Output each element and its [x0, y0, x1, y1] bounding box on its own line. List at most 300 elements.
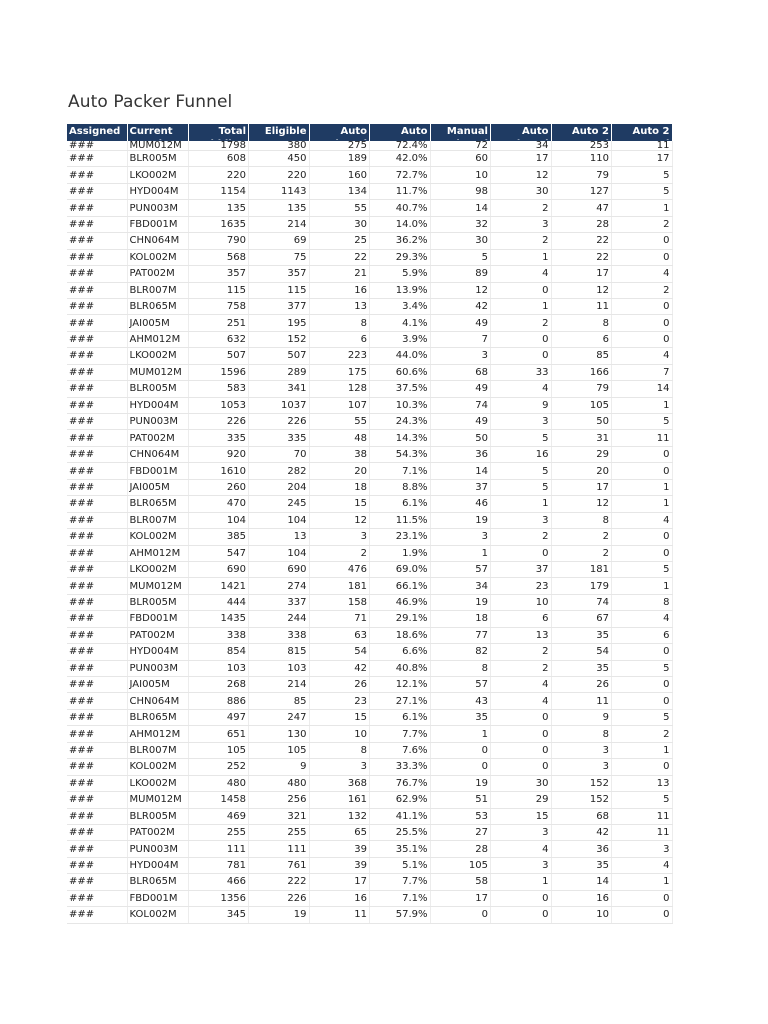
table-cell: 226	[249, 890, 310, 906]
table-cell: 130	[249, 726, 310, 742]
table-row	[67, 496, 672, 512]
table-cell: 10	[551, 907, 612, 923]
table-cell: 368	[309, 775, 370, 791]
table-cell: 0	[491, 709, 552, 725]
table-cell: 74	[551, 594, 612, 610]
table-cell: 3	[430, 529, 491, 545]
table-cell: 36	[551, 841, 612, 857]
column-header[interactable]	[551, 124, 612, 141]
table-cell: 1	[430, 545, 491, 561]
table-cell: 40.8%	[370, 660, 431, 676]
column-header[interactable]	[67, 124, 127, 141]
table-cell: 8	[430, 660, 491, 676]
table-cell: 105	[188, 742, 249, 758]
table-cell: ###	[67, 348, 127, 364]
table-cell: FBD001M	[127, 463, 188, 479]
table-cell: 134	[309, 183, 370, 199]
column-header[interactable]	[491, 124, 552, 141]
table-cell: ###	[67, 479, 127, 495]
table-cell: ###	[67, 792, 127, 808]
table-cell: 50	[430, 430, 491, 446]
table-cell: 385	[188, 529, 249, 545]
table-cell: 28	[551, 216, 612, 232]
table-row	[67, 644, 672, 660]
table-cell: 31	[551, 430, 612, 446]
column-header[interactable]	[430, 124, 491, 141]
table-cell: 104	[249, 545, 310, 561]
table-cell: 214	[249, 677, 310, 693]
table-cell: 8	[551, 726, 612, 742]
table-cell: 23.1%	[370, 529, 431, 545]
table-cell: 26	[551, 677, 612, 693]
table-cell: ###	[67, 545, 127, 561]
table-cell: 26	[309, 677, 370, 693]
table-cell: 3	[612, 841, 673, 857]
table-cell: 4	[612, 611, 673, 627]
table-cell: 23	[309, 693, 370, 709]
table-cell: 7	[612, 364, 673, 380]
table-cell: 8	[551, 512, 612, 528]
table-cell: ###	[67, 200, 127, 216]
table-cell: 3	[551, 742, 612, 758]
table-cell: KOL002M	[127, 907, 188, 923]
table-cell: 9	[249, 759, 310, 775]
column-header[interactable]	[612, 124, 673, 141]
funnel-table	[67, 124, 673, 924]
table-cell: 335	[188, 430, 249, 446]
table-cell: 3	[491, 414, 552, 430]
table-cell: 220	[249, 167, 310, 183]
table-cell: PAT002M	[127, 627, 188, 643]
table-cell: 103	[188, 660, 249, 676]
table-cell: 11	[612, 824, 673, 840]
table-cell: 18.6%	[370, 627, 431, 643]
table-cell: 30	[430, 233, 491, 249]
table-cell: 77	[430, 627, 491, 643]
table-cell: 105	[551, 397, 612, 413]
table-cell: 480	[249, 775, 310, 791]
table-cell: 1154	[188, 183, 249, 199]
table-cell: 1356	[188, 890, 249, 906]
table-row	[67, 693, 672, 709]
table-cell: 1	[491, 298, 552, 314]
table-cell: 36.2%	[370, 233, 431, 249]
table-cell: 7.6%	[370, 742, 431, 758]
table-cell: 35	[551, 660, 612, 676]
table-cell: 115	[188, 282, 249, 298]
table-cell: 0	[612, 233, 673, 249]
table-cell: 226	[188, 414, 249, 430]
table-cell: 251	[188, 315, 249, 331]
table-cell: MUM012M	[127, 141, 188, 151]
table-cell: 39	[309, 841, 370, 857]
table-cell: 1	[491, 874, 552, 890]
table-cell: 34	[491, 141, 552, 151]
table-cell: 223	[309, 348, 370, 364]
table-cell: ###	[67, 364, 127, 380]
column-header[interactable]	[127, 124, 188, 141]
table-cell: 48	[309, 430, 370, 446]
table-cell: 35	[551, 857, 612, 873]
table-cell: 42	[551, 824, 612, 840]
table-cell: 13	[309, 298, 370, 314]
table-cell: 55	[309, 200, 370, 216]
table-cell: ###	[67, 742, 127, 758]
table-cell: 335	[249, 430, 310, 446]
table-cell: 13	[249, 529, 310, 545]
table-cell: 19	[430, 512, 491, 528]
column-header-label: Eligible	[264, 126, 307, 137]
table-cell: 0	[612, 249, 673, 265]
table-cell: 2	[612, 726, 673, 742]
table-cell: 135	[188, 200, 249, 216]
table-cell: MUM012M	[127, 792, 188, 808]
table-cell: ###	[67, 775, 127, 791]
table-cell: 0	[491, 282, 552, 298]
table-cell: ###	[67, 463, 127, 479]
table-cell: 35.1%	[370, 841, 431, 857]
table-cell: 5	[430, 249, 491, 265]
table-cell: 0	[612, 446, 673, 462]
table-cell: 19	[430, 775, 491, 791]
table-cell: 1	[612, 200, 673, 216]
table-cell: 3	[491, 824, 552, 840]
table-cell: 42	[309, 660, 370, 676]
table-cell: 57.9%	[370, 907, 431, 923]
table-row	[67, 479, 672, 495]
table-cell: ###	[67, 216, 127, 232]
table-cell: 29.3%	[370, 249, 431, 265]
table-cell: 30	[491, 775, 552, 791]
table-cell: 69.0%	[370, 561, 431, 577]
table-cell: 51	[430, 792, 491, 808]
column-header[interactable]	[309, 124, 370, 141]
table-row	[67, 874, 672, 890]
table-cell: PUN003M	[127, 200, 188, 216]
table-cell: JAI005M	[127, 315, 188, 331]
table-cell: 4.1%	[370, 315, 431, 331]
table-cell: 781	[188, 857, 249, 873]
table-cell: 11	[551, 693, 612, 709]
table-cell: 338	[249, 627, 310, 643]
table-cell: 43	[430, 693, 491, 709]
table-row	[67, 167, 672, 183]
table-row	[67, 446, 672, 462]
table-cell: ###	[67, 824, 127, 840]
table-cell: 761	[249, 857, 310, 873]
table-row	[67, 857, 672, 873]
table-cell: 5	[612, 660, 673, 676]
table-cell: 854	[188, 644, 249, 660]
table-cell: 204	[249, 479, 310, 495]
table-cell: 111	[249, 841, 310, 857]
table-cell: 0	[612, 907, 673, 923]
table-cell: ###	[67, 693, 127, 709]
table-cell: 28	[430, 841, 491, 857]
table-cell: 71	[309, 611, 370, 627]
table-cell: PUN003M	[127, 660, 188, 676]
table-cell: 2	[491, 660, 552, 676]
table-cell: 132	[309, 808, 370, 824]
table-cell: 345	[188, 907, 249, 923]
column-header[interactable]	[370, 124, 431, 141]
table-cell: ###	[67, 446, 127, 462]
table-cell: 13	[612, 775, 673, 791]
table-cell: ###	[67, 709, 127, 725]
table-cell: 357	[188, 266, 249, 282]
table-cell: ###	[67, 890, 127, 906]
table-cell: 1421	[188, 578, 249, 594]
table-cell: 29.1%	[370, 611, 431, 627]
table-cell: 30	[309, 216, 370, 232]
table-cell: ###	[67, 874, 127, 890]
table-cell: 0	[491, 890, 552, 906]
table-row	[67, 709, 672, 725]
table-cell: 103	[249, 660, 310, 676]
table-cell: 16	[491, 446, 552, 462]
table-cell: ###	[67, 759, 127, 775]
table-cell: AHM012M	[127, 545, 188, 561]
table-cell: 19	[430, 594, 491, 610]
table-cell: 3	[309, 529, 370, 545]
table-cell: MUM012M	[127, 578, 188, 594]
table-cell: 37	[491, 561, 552, 577]
table-cell: 469	[188, 808, 249, 824]
table-cell: 6	[551, 331, 612, 347]
column-header[interactable]	[188, 124, 249, 141]
table-cell: 0	[612, 890, 673, 906]
table-cell: ###	[67, 512, 127, 528]
table-cell: 16	[309, 890, 370, 906]
table-cell: LKO002M	[127, 561, 188, 577]
table-cell: 42.0%	[370, 151, 431, 167]
table-cell: 6	[612, 627, 673, 643]
table-cell: JAI005M	[127, 479, 188, 495]
table-cell: PUN003M	[127, 841, 188, 857]
table-cell: 11	[612, 808, 673, 824]
table-cell: 0	[491, 742, 552, 758]
table-cell: 3	[551, 759, 612, 775]
table-cell: AHM012M	[127, 726, 188, 742]
table-cell: 0	[612, 298, 673, 314]
table-cell: BLR005M	[127, 151, 188, 167]
table-cell: 3	[491, 857, 552, 873]
table-cell: 110	[551, 151, 612, 167]
table-cell: 42	[430, 298, 491, 314]
table-cell: 22	[309, 249, 370, 265]
table-cell: ###	[67, 381, 127, 397]
table-cell: 5	[612, 167, 673, 183]
table-cell: 0	[612, 644, 673, 660]
table-cell: 98	[430, 183, 491, 199]
table-cell: 13	[491, 627, 552, 643]
table-cell: 252	[188, 759, 249, 775]
table-cell: ###	[67, 644, 127, 660]
table-cell: 1635	[188, 216, 249, 232]
table-cell: 11	[551, 298, 612, 314]
table-cell: 135	[249, 200, 310, 216]
table-cell: 55	[309, 414, 370, 430]
table-cell: LKO002M	[127, 348, 188, 364]
table-cell: 5	[612, 709, 673, 725]
table-cell: BLR007M	[127, 742, 188, 758]
table-cell: 274	[249, 578, 310, 594]
table-cell: 758	[188, 298, 249, 314]
table-cell: HYD004M	[127, 857, 188, 873]
table-cell: ###	[67, 841, 127, 857]
table-cell: 12.1%	[370, 677, 431, 693]
table-cell: ###	[67, 496, 127, 512]
table-row	[67, 233, 672, 249]
table-row	[67, 430, 672, 446]
table-row	[67, 512, 672, 528]
table-cell: 17	[309, 874, 370, 890]
table-cell: 105	[430, 857, 491, 873]
table-cell: PUN003M	[127, 414, 188, 430]
table-cell: 15	[491, 808, 552, 824]
table-cell: 54	[551, 644, 612, 660]
table-cell: 1	[612, 397, 673, 413]
table-cell: 8	[612, 594, 673, 610]
table-cell: 690	[188, 561, 249, 577]
table-body	[67, 141, 672, 923]
table-cell: 3	[430, 348, 491, 364]
table-cell: 0	[491, 759, 552, 775]
table-cell: 181	[309, 578, 370, 594]
table-cell: 127	[551, 183, 612, 199]
table-cell: 321	[249, 808, 310, 824]
table-cell: 15	[309, 496, 370, 512]
table-cell: 89	[430, 266, 491, 282]
table-cell: 3	[309, 759, 370, 775]
table-header	[67, 124, 672, 141]
column-header[interactable]	[249, 124, 310, 141]
table-cell: 58	[430, 874, 491, 890]
table-cell: 1458	[188, 792, 249, 808]
table-cell: 41.1%	[370, 808, 431, 824]
table-cell: 30	[491, 183, 552, 199]
table-cell: 17	[430, 890, 491, 906]
table-cell: 690	[249, 561, 310, 577]
table-cell: PAT002M	[127, 266, 188, 282]
table-cell: 189	[309, 151, 370, 167]
table-cell: 7.1%	[370, 463, 431, 479]
table-cell: 4	[612, 266, 673, 282]
table-cell: 7	[430, 331, 491, 347]
table-row	[67, 890, 672, 906]
table-cell: 10	[309, 726, 370, 742]
table-cell: BLR065M	[127, 874, 188, 890]
table-cell: JAI005M	[127, 677, 188, 693]
table-cell: 1	[612, 874, 673, 890]
table-cell: ###	[67, 249, 127, 265]
table-cell: 2	[491, 200, 552, 216]
table-cell: LKO002M	[127, 775, 188, 791]
table-cell: 33	[491, 364, 552, 380]
table-cell: 444	[188, 594, 249, 610]
table-cell: 46.9%	[370, 594, 431, 610]
table-cell: 255	[188, 824, 249, 840]
table-cell: BLR007M	[127, 512, 188, 528]
table-row	[67, 397, 672, 413]
table-cell: 22	[551, 249, 612, 265]
table-cell: 15	[309, 709, 370, 725]
table-cell: 497	[188, 709, 249, 725]
table-cell: ###	[67, 660, 127, 676]
table-cell: 1	[491, 496, 552, 512]
table-cell: 341	[249, 381, 310, 397]
table-cell: 4	[491, 841, 552, 857]
table-cell: 12	[551, 282, 612, 298]
table-cell: 380	[249, 141, 310, 151]
table-cell: 20	[309, 463, 370, 479]
table-cell: 1	[612, 578, 673, 594]
table-cell: 11.7%	[370, 183, 431, 199]
table-row	[67, 315, 672, 331]
table-cell: 9	[551, 709, 612, 725]
table-cell: 14	[551, 874, 612, 890]
table-cell: 76.7%	[370, 775, 431, 791]
table-cell: 651	[188, 726, 249, 742]
table-cell: ###	[67, 151, 127, 167]
table-cell: 74	[430, 397, 491, 413]
table-cell: 3	[491, 216, 552, 232]
table-cell: LKO002M	[127, 167, 188, 183]
table-cell: 1053	[188, 397, 249, 413]
table-cell: 608	[188, 151, 249, 167]
table-cell: 19	[249, 907, 310, 923]
table-cell: ###	[67, 808, 127, 824]
table-cell: 36	[430, 446, 491, 462]
table-cell: 2	[491, 315, 552, 331]
table-cell: ###	[67, 266, 127, 282]
table-row	[67, 594, 672, 610]
table-cell: 10	[491, 594, 552, 610]
column-header-label: Auto 2	[572, 126, 609, 137]
table-cell: 2	[612, 216, 673, 232]
table-cell: 1435	[188, 611, 249, 627]
column-header-label: Auto	[400, 126, 428, 137]
table-cell: 5	[491, 430, 552, 446]
table-cell: 35	[430, 709, 491, 725]
table-cell: 181	[551, 561, 612, 577]
table-cell: 450	[249, 151, 310, 167]
table-cell: 5	[612, 414, 673, 430]
table-cell: 111	[188, 841, 249, 857]
table-cell: 4	[612, 512, 673, 528]
table-cell: 72.7%	[370, 167, 431, 183]
table-cell: 0	[491, 348, 552, 364]
table-row	[67, 364, 672, 380]
table-cell: 5	[612, 792, 673, 808]
table-cell: 547	[188, 545, 249, 561]
table-row	[67, 381, 672, 397]
table-cell: 920	[188, 446, 249, 462]
table-cell: 22	[551, 233, 612, 249]
table-cell: ###	[67, 233, 127, 249]
table-cell: 38	[309, 446, 370, 462]
table-cell: 8	[551, 315, 612, 331]
table-cell: 32	[430, 216, 491, 232]
table-cell: ###	[67, 907, 127, 923]
table-row	[67, 414, 672, 430]
table-cell: BLR007M	[127, 282, 188, 298]
table-cell: CHN064M	[127, 233, 188, 249]
table-cell: PAT002M	[127, 430, 188, 446]
table-cell: ###	[67, 594, 127, 610]
table-cell: 29	[551, 446, 612, 462]
table-cell: 195	[249, 315, 310, 331]
